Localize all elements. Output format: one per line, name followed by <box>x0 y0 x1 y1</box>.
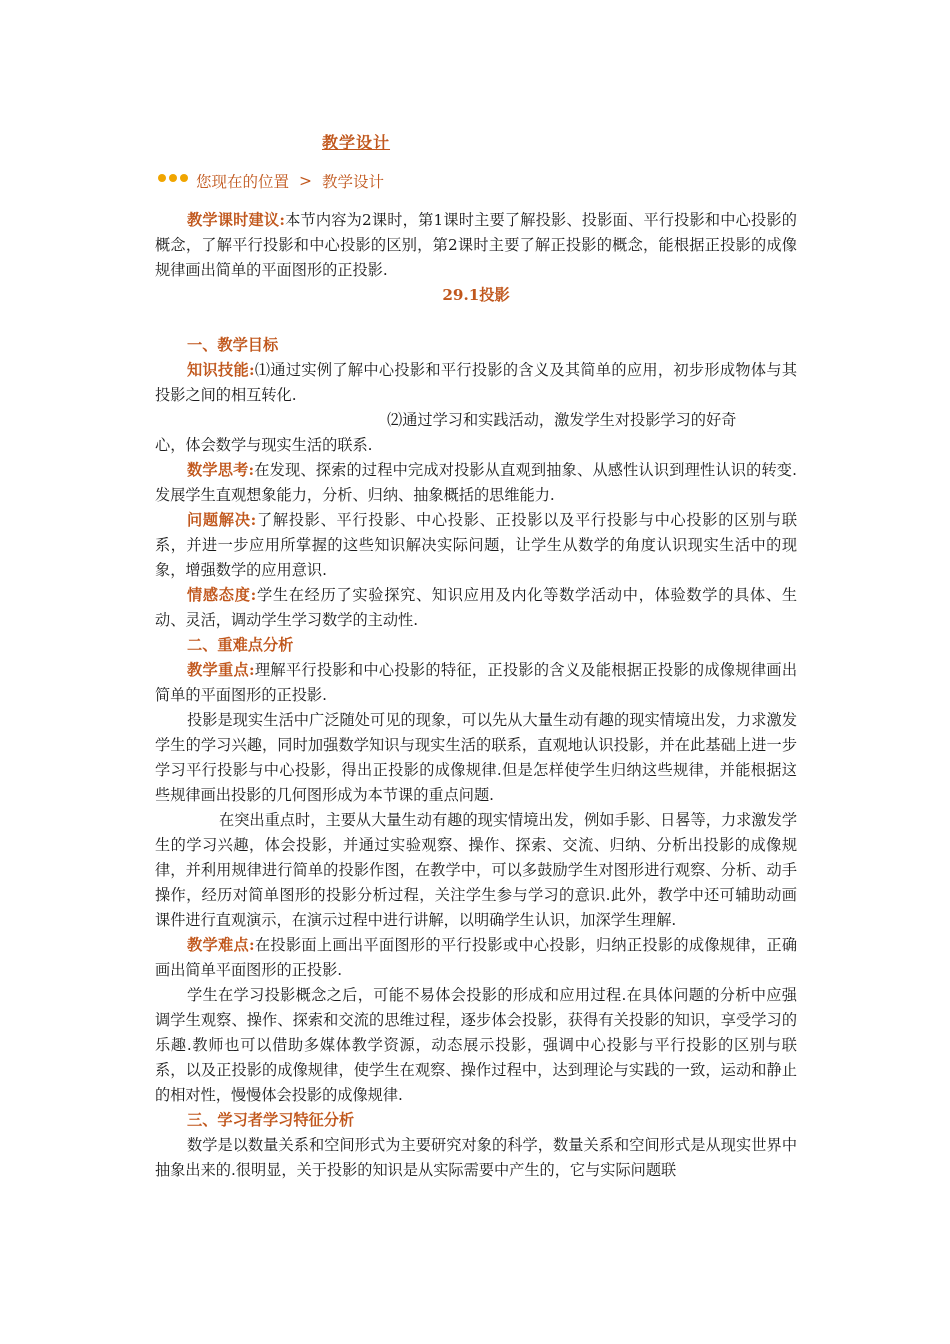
knowledge-label: 知识技能: <box>187 361 255 379</box>
key-label: 教学重点: <box>187 661 255 679</box>
bullet-dots-icon <box>158 174 188 182</box>
thinking-text: 在发现、探索的过程中完成对投影从直观到抽象、从感性认识到理性认识的转变.发展学生直观想象能力，分析、归纳、抽象概括的思维能力. <box>155 461 798 504</box>
knowledge-text-2b: 心，体会数学与现实生活的联系. <box>155 436 373 454</box>
document-body <box>155 208 797 1183</box>
emotion-label: 情感态度: <box>187 586 257 604</box>
breadcrumb-separator: > <box>299 172 313 190</box>
key-analysis-1: 投影是现实生活中广泛随处可见的现象，可以先从大量生动有趣的现实情境出发，力求激发学生的学习兴趣，同时加强数学知识与现实生活的联系，直观地认识投影，并在此基础上进一步学习平行投影与中心投影，得出正投影的成像规律.但是怎样使学生归纳这些规律，并能根据这些规律画出投影的几何图形成为本节课的重点问题. <box>155 711 797 804</box>
learner-paragraph: 数学是以数量关系和空间形式为主要研究对象的科学，数量关系和空间形式是从现实世界中抽象出来的.很明显，关于投影的知识是从实际需要中产生的，它与实际问题联 <box>155 1136 797 1179</box>
section-title: 29.1投影 <box>442 286 510 304</box>
emotion-paragraph <box>155 583 797 633</box>
difficulty-paragraph <box>155 933 797 983</box>
key-text: 理解平行投影和中心投影的特征，正投影的含义及能根据正投影的成像规律画出简单的平面图形的正投影. <box>155 661 798 704</box>
problem-label: 问题解决: <box>187 511 257 529</box>
emotion-text: 学生在经历了实验探究、知识应用及内化等数学活动中，体验数学的具体、生动、灵活，调动学生学习数学的主动性. <box>155 586 798 629</box>
key-analysis-2: 在突出重点时，主要从大量生动有趣的现实情境出发，例如手影、日晷等，力求激发学生的学习兴趣，体会投影，并通过实验观察、操作、探索、交流、归纳、分析出投影的成像规律，并利用规律进行简单的投影作图，在教学中，可以多鼓励学生对图形进行观察、分析、动手操作，经历对简单图形的投影分析过程，关注学生参与学习的意识.此外，教学中还可辅助动画课件进行直观演示，在演示过程中进行讲解，以明确学生认识，加深学生理解. <box>155 811 797 929</box>
difficulty-label: 教学难点: <box>187 936 255 954</box>
breadcrumb <box>158 170 384 192</box>
heading-learner-analysis: 三、学习者学习特征分析 <box>187 1111 355 1129</box>
difficulty-analysis: 学生在学习投影概念之后，可能不易体会投影的形成和应用过程.在具体问题的分析中应强调学生观察、操作、探索和交流的思维过程，逐步体会投影，获得有关投影的知识，享受学习的乐趣.教师也可以借助多媒体教学资源，动态展示投影，强调中心投影与平行投影的区别与联系，以及正投影的成像规律，使学生在观察、操作过程中，达到理论与实践的一致，运动和静止的相对性，慢慢体会投影的成像规律. <box>155 986 797 1104</box>
intro-label: 教学课时建议: <box>187 211 285 229</box>
intro-text: 本节内容为2课时，第1课时主要了解投影、投影面、平行投影和中心投影的概念，了解平行投影和中心投影的区别，第2课时主要了解正投影的概念，能根据正投影的成像规律画出简单的平面图形的正投影. <box>155 211 797 279</box>
thinking-label: 数学思考: <box>187 461 255 479</box>
problem-paragraph <box>155 508 797 583</box>
intro-paragraph <box>155 208 797 283</box>
knowledge-text: ⑴通过实例了解中心投影和平行投影的含义及其简单的应用，初步形成物体与其投影之间的相互转化. <box>155 361 798 404</box>
heading-key-points: 二、重难点分析 <box>187 636 294 654</box>
heading-objectives: 一、教学目标 <box>187 336 279 354</box>
page-title: 教学设计 <box>322 133 391 152</box>
knowledge-text-2a: ⑵通过学习和实践活动，激发学生对投影学习的好奇 <box>387 411 737 429</box>
difficulty-text: 在投影面上画出平面图形的平行投影或中心投影，归纳正投影的成像规律，正确画出简单平面图形的正投影. <box>155 936 798 979</box>
problem-text: 了解投影、平行投影、中心投影、正投影以及平行投影与中心投影的区别与联系，并进一步应用所掌握的这些知识解决实际问题，让学生从数学的角度认识现实生活中的现象，增强数学的应用意识. <box>155 511 798 579</box>
key-paragraph <box>155 658 797 708</box>
knowledge-paragraph <box>155 358 797 408</box>
breadcrumb-label: 您现在的位置 <box>196 173 290 191</box>
thinking-paragraph <box>155 458 797 508</box>
breadcrumb-current[interactable]: 教学设计 <box>322 173 385 191</box>
